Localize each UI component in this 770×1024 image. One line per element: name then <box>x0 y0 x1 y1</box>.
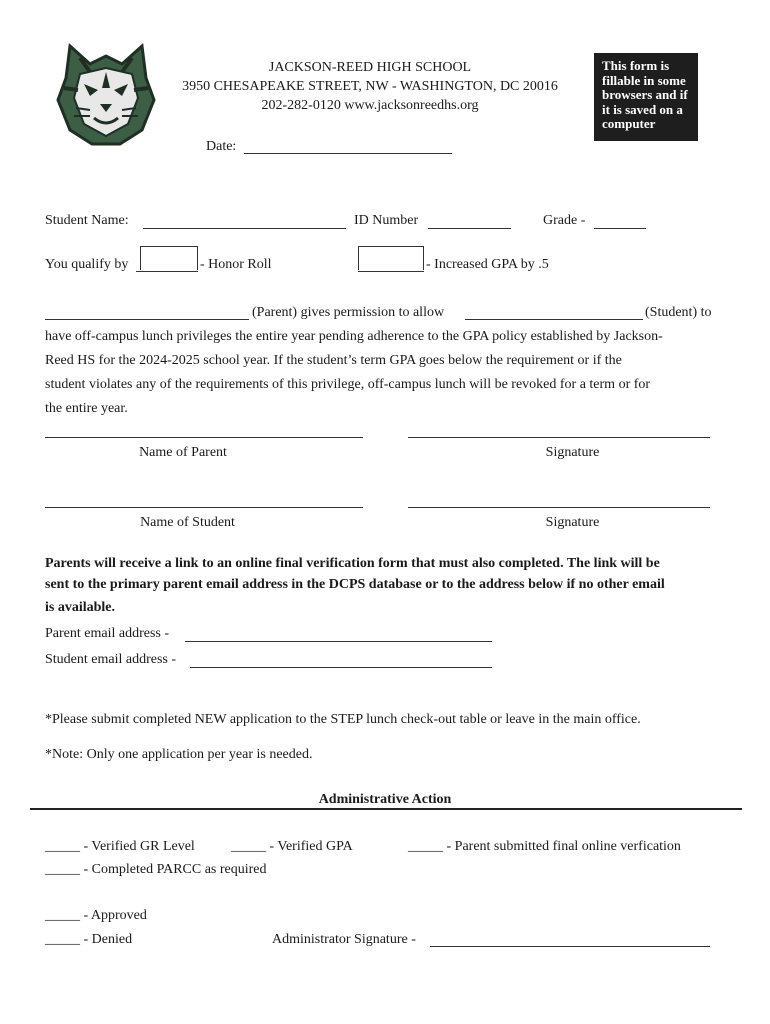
student-name-field[interactable] <box>143 228 346 229</box>
student-signature-caption: Signature <box>545 515 600 530</box>
student-name-caption: Name of Student <box>140 515 235 530</box>
approved-item: _____ - Approved <box>45 908 147 923</box>
fillable-notice: This form is fillable in some browsers and if it is saved on a computer <box>594 53 698 141</box>
date-field[interactable] <box>244 153 452 154</box>
honor-roll-label: - Honor Roll <box>200 257 272 272</box>
parent-name-line[interactable] <box>45 437 363 438</box>
increased-gpa-checkbox[interactable] <box>358 246 424 270</box>
parent-signature-line[interactable] <box>408 437 710 438</box>
id-number-label: ID Number <box>354 213 419 228</box>
student-name-label: Student Name: <box>45 213 129 228</box>
grade-field[interactable] <box>594 228 646 229</box>
student-email-field[interactable] <box>190 667 492 668</box>
parent-name-caption: Name of Parent <box>139 445 227 460</box>
parent-signature-caption: Signature <box>545 445 600 460</box>
verification-line-1: Parents will receive a link to an online final verification form that must also completed. The link will be <box>45 556 660 571</box>
admin-title: Administrative Action <box>318 792 452 807</box>
parent-email-field[interactable] <box>185 641 492 642</box>
verified-gpa-item: _____ - Verified GPA <box>231 839 353 854</box>
school-header <box>160 58 580 115</box>
grade-label: Grade - <box>543 213 586 228</box>
honor-roll-checkbox[interactable] <box>140 246 198 270</box>
admin-divider <box>30 808 742 810</box>
submit-note: *Please submit completed NEW application to the STEP lunch check-out table or leave in the main office. <box>45 712 641 727</box>
verification-line-3: is available. <box>45 600 116 615</box>
verification-line-2: sent to the primary parent email address in the DCPS database or to the address below if no other email <box>45 577 665 592</box>
parent-submitted-item: _____ - Parent submitted final online verfication <box>408 839 681 854</box>
permission-line-5: the entire year. <box>45 401 128 416</box>
permission-line-2: have off-campus lunch privileges the entire year pending adherence to the GPA policy established by Jackson- <box>45 329 663 344</box>
tiger-head-logo-icon <box>50 38 162 150</box>
student-name-line[interactable] <box>45 507 363 508</box>
parcc-item: _____ - Completed PARCC as required <box>45 862 267 877</box>
verified-gr-item: _____ - Verified GR Level <box>45 839 195 854</box>
student-signature-line[interactable] <box>408 507 710 508</box>
parent-name-blank[interactable] <box>45 319 249 320</box>
school-address: 3950 CHESAPEAKE STREET, NW - WASHINGTON, DC 20016 <box>182 79 558 94</box>
date-label: Date: <box>206 139 237 154</box>
student-permission-text: (Student) to <box>645 305 712 320</box>
school-contact: 202-282-0120 www.jacksonreedhs.org <box>261 98 479 113</box>
denied-item: _____ - Denied <box>45 932 133 947</box>
parent-permission-text: (Parent) gives permission to allow <box>252 305 445 320</box>
student-email-label: Student email address - <box>45 652 177 667</box>
increased-gpa-underline <box>358 271 424 272</box>
permission-line-4: student violates any of the requirements of this privilege, off-campus lunch will be revoked for a term or for <box>45 377 651 392</box>
admin-signature-label: Administrator Signature - <box>272 932 416 947</box>
id-number-field[interactable] <box>428 228 511 229</box>
parent-email-label: Parent email address - <box>45 626 170 641</box>
honor-roll-underline <box>136 271 198 272</box>
qualify-label: You qualify by <box>45 257 129 272</box>
student-name-blank[interactable] <box>465 319 643 320</box>
permission-line-3: Reed HS for the 2024-2025 school year. If the student’s term GPA goes below the requirement or if the <box>45 353 622 368</box>
one-application-note: *Note: Only one application per year is needed. <box>45 747 313 762</box>
admin-signature-field[interactable] <box>430 946 710 947</box>
school-name: JACKSON-REED HIGH SCHOOL <box>268 60 472 75</box>
increased-gpa-label: - Increased GPA by .5 <box>426 257 549 272</box>
